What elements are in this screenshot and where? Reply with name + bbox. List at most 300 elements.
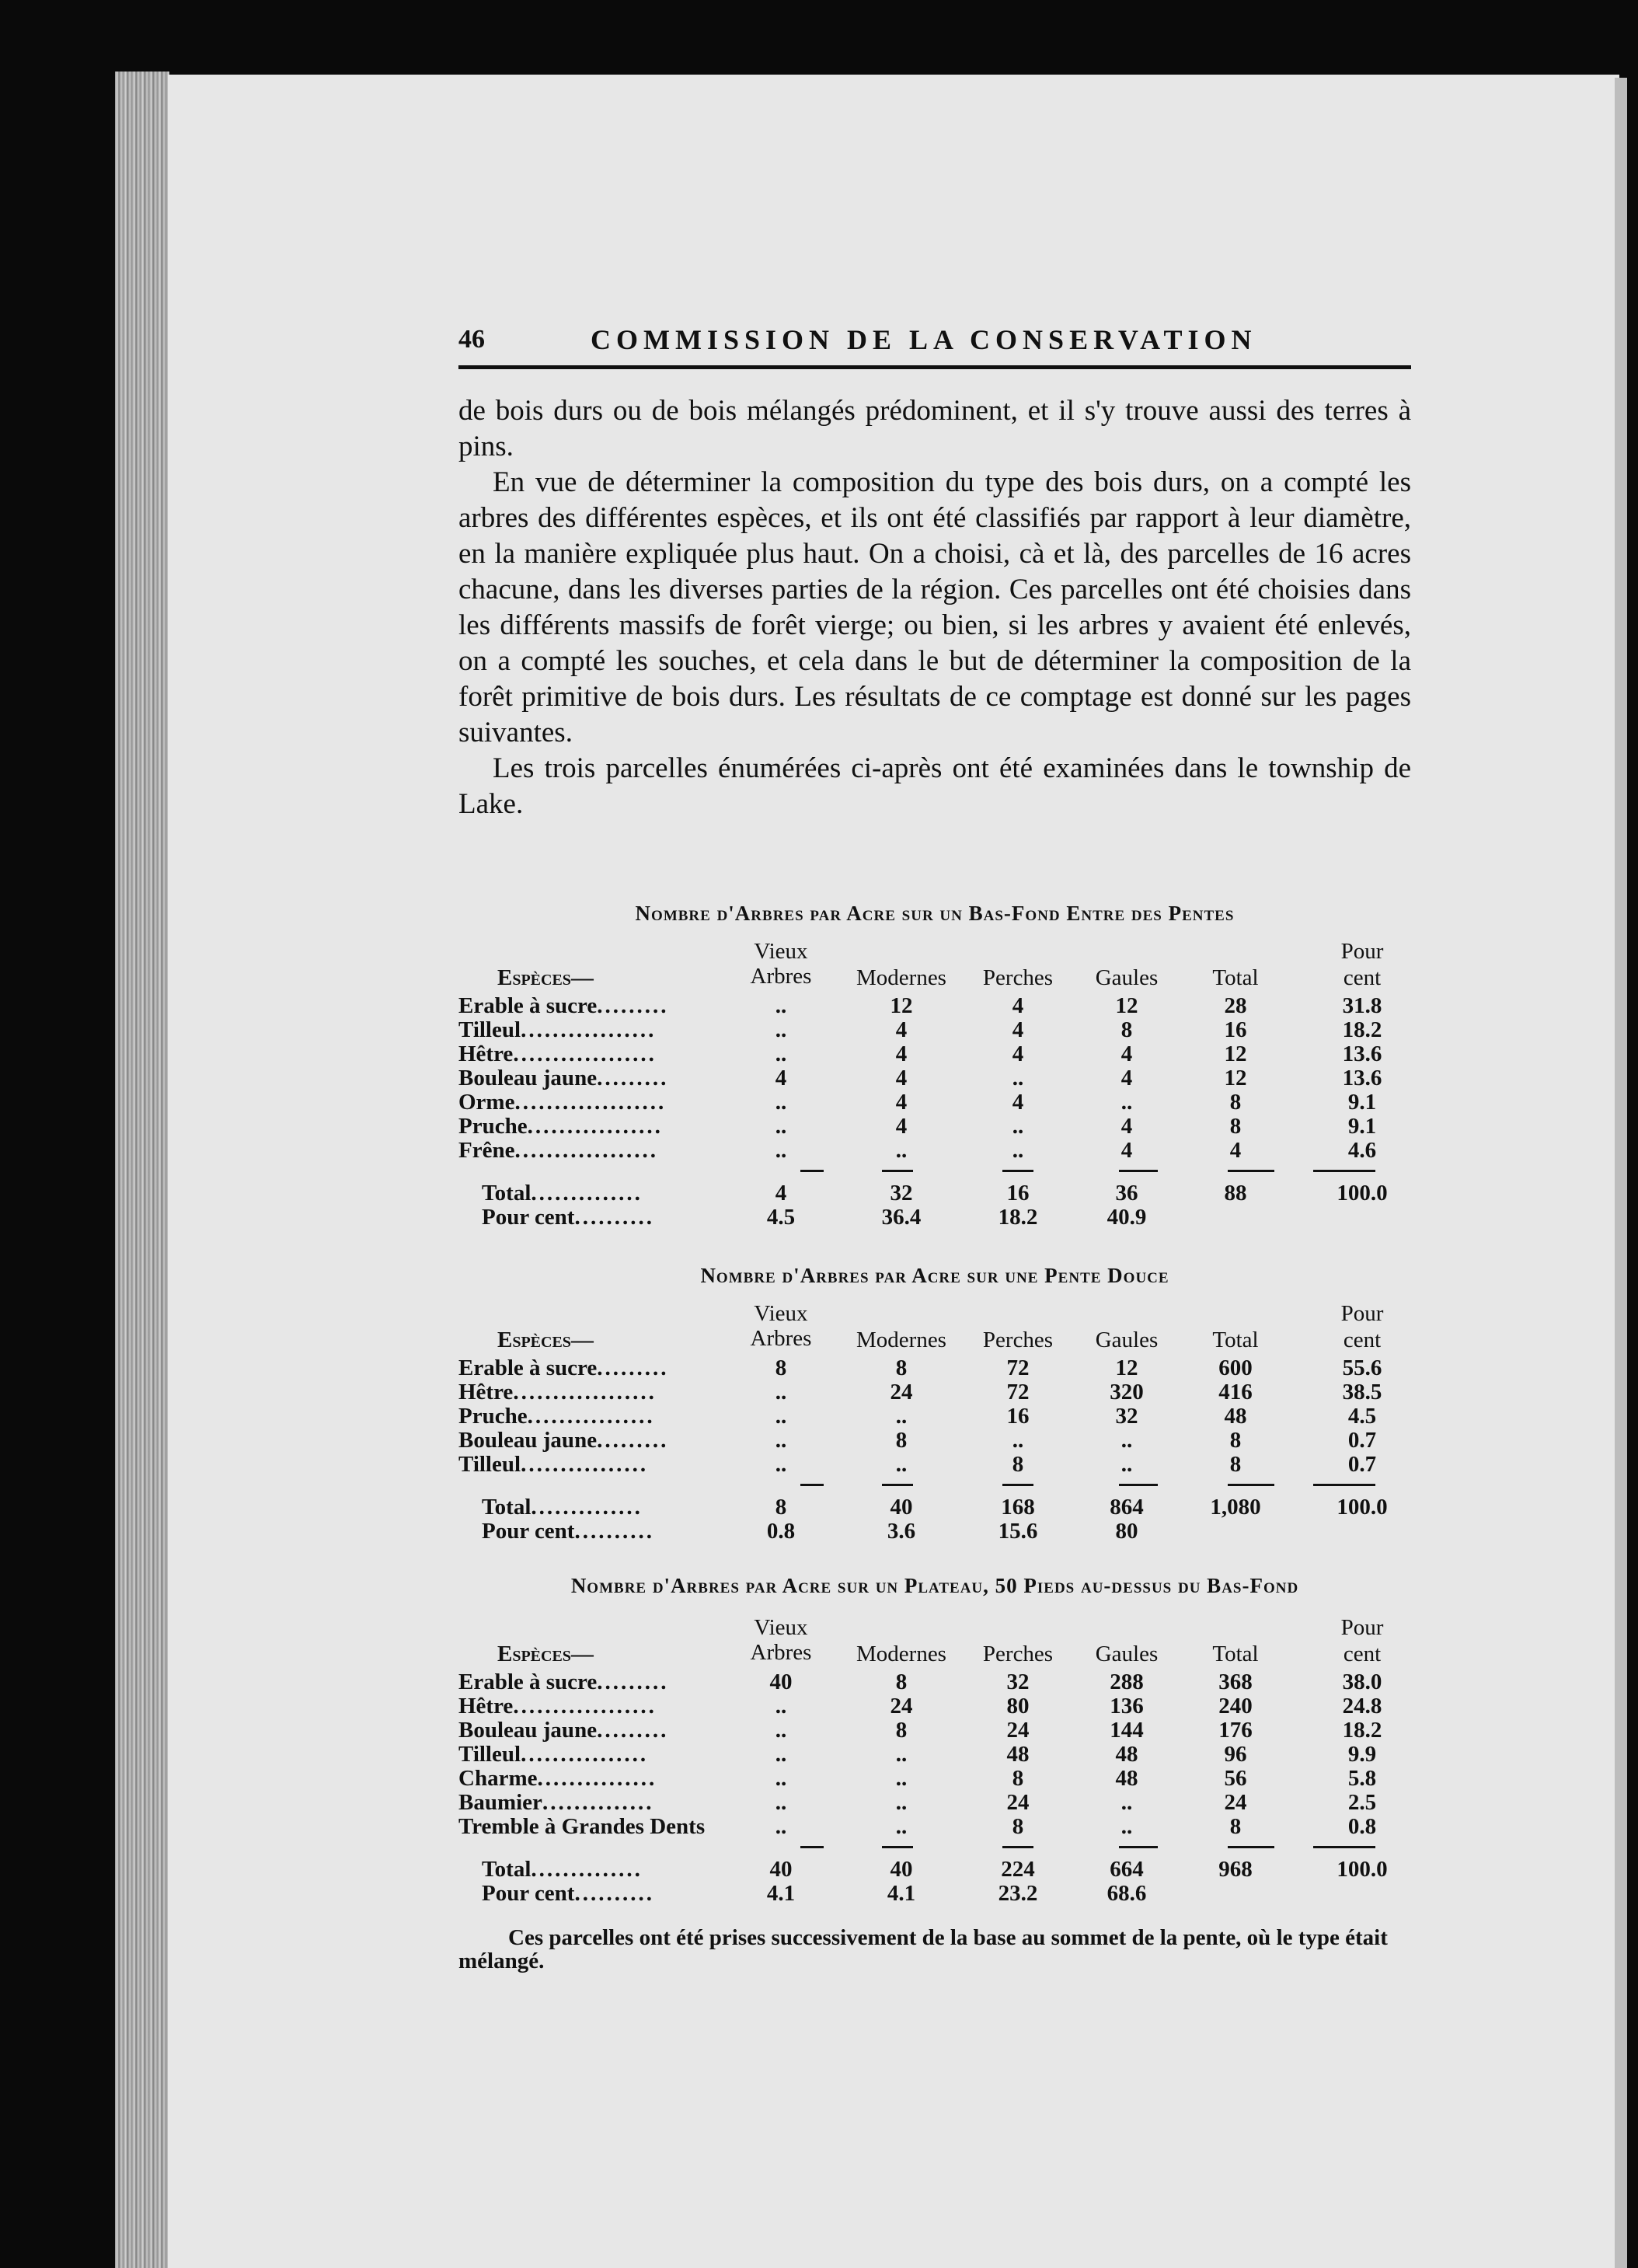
table-3-title: Nombre d'Arbres par Acre sur un Plateau, 50 Pieds au-dessus du Bas-Fond xyxy=(570,1574,1299,1597)
cell-modernes: 8 xyxy=(895,1356,908,1380)
column-header-perches: Perches xyxy=(982,1642,1054,1666)
table-3 xyxy=(458,1615,1411,1905)
percent-text: Pour cent xyxy=(482,1519,575,1544)
cell-vieux-arbres: .. xyxy=(775,1428,787,1453)
leader-dots: ............... xyxy=(537,1766,657,1791)
cell-gaules: 12 xyxy=(1115,993,1138,1018)
column-rule xyxy=(1002,1484,1033,1486)
percent-label xyxy=(482,1519,769,1544)
leader-dots: ......... xyxy=(597,1670,669,1694)
column-header-pour: Pour xyxy=(1340,1301,1384,1326)
cell-perches: .. xyxy=(1012,1138,1024,1163)
column-rule xyxy=(1119,1846,1158,1848)
column-rule xyxy=(1002,1846,1033,1848)
total-total: 968 xyxy=(1218,1857,1253,1882)
cell-modernes: .. xyxy=(895,1814,908,1839)
leader-dots: .................. xyxy=(514,1138,658,1163)
cell-pour-cent: 13.6 xyxy=(1342,1066,1382,1090)
total-text: Total xyxy=(482,1857,531,1882)
species-name: Tilleul xyxy=(458,1017,521,1042)
column-rule xyxy=(1313,1170,1375,1172)
cell-pour-cent: 0.7 xyxy=(1347,1428,1377,1453)
percent-text: Pour cent xyxy=(482,1205,575,1230)
table-row xyxy=(458,1694,1411,1718)
column-header-gaules: Gaules xyxy=(1095,965,1159,990)
species-name: Pruche xyxy=(458,1404,528,1429)
leader-dots: .......... xyxy=(574,1519,654,1544)
species-name: Hêtre xyxy=(458,1042,514,1066)
species-name: Bouleau jaune xyxy=(458,1428,598,1453)
cell-modernes: .. xyxy=(895,1790,908,1815)
species-label xyxy=(458,1452,746,1478)
species-label xyxy=(458,1114,746,1139)
table-row xyxy=(458,1404,1411,1428)
cell-total: 8 xyxy=(1229,1814,1242,1839)
column-header-vieux: Vieux xyxy=(754,939,808,964)
percent-perches: 23.2 xyxy=(998,1881,1038,1906)
cell-perches: 32 xyxy=(1006,1670,1030,1694)
table-row xyxy=(458,1428,1411,1452)
cell-pour-cent: 24.8 xyxy=(1342,1694,1382,1718)
table-row xyxy=(458,1138,1411,1162)
cell-perches: .. xyxy=(1012,1114,1024,1139)
table-row xyxy=(458,1017,1411,1042)
cell-pour-cent: 9.1 xyxy=(1347,1114,1377,1139)
paragraph: de bois durs ou de bois mélangés prédominent, et il s'y trouve aussi des terres à pins. xyxy=(458,395,1411,462)
column-rule xyxy=(1002,1170,1033,1172)
cell-modernes: 4 xyxy=(895,1042,908,1066)
percent-gaules: 80 xyxy=(1115,1519,1138,1544)
total-gaules: 664 xyxy=(1110,1857,1144,1882)
species-name: Orme xyxy=(458,1090,515,1115)
column-rule xyxy=(1228,1846,1274,1848)
cell-total: 56 xyxy=(1224,1766,1247,1791)
total-perches: 224 xyxy=(1001,1857,1035,1882)
table-row xyxy=(458,993,1411,1017)
total-label xyxy=(482,1181,769,1206)
table-2-title: Nombre d'Arbres par Acre sur une Pente Douce xyxy=(700,1264,1169,1287)
total-gaules: 36 xyxy=(1115,1181,1138,1206)
cell-pour-cent: 0.8 xyxy=(1347,1814,1377,1839)
table-row xyxy=(458,1356,1411,1380)
column-header-arbres: Arbres xyxy=(750,1640,812,1665)
species-name: Pruche xyxy=(458,1114,528,1139)
table-row xyxy=(458,1042,1411,1066)
cell-perches: 4 xyxy=(1012,1042,1024,1066)
cell-modernes: 8 xyxy=(895,1718,908,1743)
column-header-pour: Pour xyxy=(1340,939,1384,964)
cell-total: 96 xyxy=(1224,1742,1247,1767)
leader-dots: ................ xyxy=(521,1452,649,1477)
column-header-total: Total xyxy=(1212,965,1259,990)
percent-row xyxy=(458,1519,1411,1543)
cell-modernes: 24 xyxy=(890,1380,913,1404)
percent-vieux-arbres: 4.1 xyxy=(766,1881,796,1906)
species-label xyxy=(458,1694,746,1719)
cell-pour-cent: 38.5 xyxy=(1342,1380,1382,1404)
column-header-cent: cent xyxy=(1343,1328,1382,1352)
table-header xyxy=(458,939,1411,993)
column-header-vieux: Vieux xyxy=(754,1615,808,1640)
cell-modernes: .. xyxy=(895,1452,908,1477)
column-rule xyxy=(1228,1170,1274,1172)
cell-vieux-arbres: 40 xyxy=(769,1670,793,1694)
percent-modernes: 3.6 xyxy=(887,1519,916,1544)
cell-gaules: 32 xyxy=(1115,1404,1138,1429)
species-label xyxy=(458,1718,746,1743)
cell-total: 12 xyxy=(1224,1042,1247,1066)
column-rule xyxy=(800,1170,824,1172)
cell-gaules: 8 xyxy=(1120,1017,1133,1042)
table-header xyxy=(458,1615,1411,1670)
species-name: Erable à sucre xyxy=(458,993,598,1018)
species-name: Hêtre xyxy=(458,1380,514,1404)
column-rule xyxy=(882,1170,913,1172)
cell-total: 368 xyxy=(1218,1670,1253,1694)
footnote: Ces parcelles ont été prises successivement de la base au sommet de la pente, où le type était mélangé. xyxy=(458,1925,1388,1973)
cell-perches: .. xyxy=(1012,1428,1024,1453)
page-header xyxy=(458,319,1411,365)
cell-gaules: 4 xyxy=(1120,1114,1133,1139)
column-header-arbres: Arbres xyxy=(750,1326,812,1351)
species-label xyxy=(458,1790,746,1816)
species-label xyxy=(458,1017,746,1043)
species-name: Erable à sucre xyxy=(458,1356,598,1380)
cell-pour-cent: 55.6 xyxy=(1342,1356,1382,1380)
table-row xyxy=(458,1766,1411,1790)
leader-dots: .................. xyxy=(513,1694,657,1718)
leader-dots: ......... xyxy=(597,1356,669,1380)
cell-gaules: 4 xyxy=(1120,1066,1133,1090)
species-name: Tilleul xyxy=(458,1452,521,1477)
column-header-perches: Perches xyxy=(982,965,1054,990)
column-header-arbres: Arbres xyxy=(750,964,812,989)
cell-total: 240 xyxy=(1218,1694,1253,1718)
species-label xyxy=(458,1090,746,1115)
table-row xyxy=(458,1670,1411,1694)
total-row xyxy=(458,1495,1411,1519)
table-1 xyxy=(458,939,1411,1229)
column-header-especes: Espèces— xyxy=(497,965,594,990)
species-name: Frêne xyxy=(458,1138,515,1163)
cell-vieux-arbres: .. xyxy=(775,1404,787,1429)
cell-total: 8 xyxy=(1229,1090,1242,1115)
cell-modernes: 4 xyxy=(895,1090,908,1115)
species-label xyxy=(458,1356,746,1381)
percent-gaules: 68.6 xyxy=(1107,1881,1147,1906)
total-gaules: 864 xyxy=(1110,1495,1144,1520)
cell-perches: 80 xyxy=(1006,1694,1030,1718)
column-rule xyxy=(800,1484,824,1486)
cell-pour-cent: 4.5 xyxy=(1347,1404,1377,1429)
cell-vieux-arbres: 8 xyxy=(775,1356,787,1380)
species-label xyxy=(458,1814,746,1840)
cell-pour-cent: 2.5 xyxy=(1347,1790,1377,1815)
cell-total: 8 xyxy=(1229,1114,1242,1139)
table-row xyxy=(458,1718,1411,1742)
cell-modernes: 8 xyxy=(895,1428,908,1453)
percent-label xyxy=(482,1205,769,1230)
cell-vieux-arbres: .. xyxy=(775,1452,787,1477)
leader-dots: .............. xyxy=(542,1790,654,1815)
species-name: Hêtre xyxy=(458,1694,514,1718)
cell-gaules: .. xyxy=(1120,1428,1133,1453)
column-header-cent: cent xyxy=(1343,965,1382,990)
leader-dots: ......... xyxy=(597,1718,669,1743)
cell-perches: 8 xyxy=(1012,1452,1024,1477)
rule-row xyxy=(458,1162,1411,1181)
cell-vieux-arbres: .. xyxy=(775,1742,787,1767)
percent-row xyxy=(458,1205,1411,1229)
cell-gaules: 144 xyxy=(1110,1718,1144,1743)
total-perches: 16 xyxy=(1006,1181,1030,1206)
total-vieux-arbres: 40 xyxy=(769,1857,793,1882)
species-label xyxy=(458,1066,746,1091)
cell-perches: 4 xyxy=(1012,1090,1024,1115)
book-page-edges xyxy=(115,72,169,2268)
total-total: 88 xyxy=(1224,1181,1247,1206)
total-pour-cent: 100.0 xyxy=(1337,1181,1388,1206)
cell-modernes: 4 xyxy=(895,1066,908,1090)
paragraph: En vue de déterminer la composition du type des bois durs, on a compté les arbres des différentes espèces, et ils ont été classifiés par rapport à leur diamètre, en la manière expliquée plus haut. On a choisi, cà et là, des parcelles de 16 acres chacune, dans les diverses parties de la région. Ces parcelles ont été choisies dans les différents massifs de forêt vierge; ou bien, si les arbres y avaient été enlevés, on a compté les souches, et cela dans le but de déterminer la composition de la forêt primitive de bois durs. Les résultats de ce comptage est donné sur les pages suivantes. xyxy=(458,466,1411,748)
cell-modernes: 24 xyxy=(890,1694,913,1718)
table-row xyxy=(458,1380,1411,1404)
cell-perches: 72 xyxy=(1006,1380,1030,1404)
cell-total: 4 xyxy=(1229,1138,1242,1163)
leader-dots: ................ xyxy=(527,1404,655,1429)
percent-vieux-arbres: 4.5 xyxy=(766,1205,796,1230)
column-header-cent: cent xyxy=(1343,1642,1382,1666)
cell-modernes: .. xyxy=(895,1404,908,1429)
leader-dots: ......... xyxy=(597,1428,669,1453)
total-row xyxy=(458,1181,1411,1205)
table-header xyxy=(458,1301,1411,1356)
leader-dots: .................. xyxy=(513,1380,657,1404)
cell-vieux-arbres: .. xyxy=(775,1138,787,1163)
table-2 xyxy=(458,1301,1411,1543)
cell-vieux-arbres: .. xyxy=(775,1790,787,1815)
species-name: Tremble à Grandes Dents xyxy=(458,1814,706,1839)
cell-modernes: .. xyxy=(895,1138,908,1163)
table-row xyxy=(458,1790,1411,1814)
table-row xyxy=(458,1090,1411,1114)
cell-modernes: .. xyxy=(895,1742,908,1767)
cell-pour-cent: 0.7 xyxy=(1347,1452,1377,1477)
cell-vieux-arbres: .. xyxy=(775,1766,787,1791)
column-header-modernes: Modernes xyxy=(856,965,946,990)
column-header-total: Total xyxy=(1212,1642,1259,1666)
table-row xyxy=(458,1114,1411,1138)
column-rule xyxy=(1228,1484,1274,1486)
leader-dots: ................. xyxy=(527,1114,663,1139)
cell-vieux-arbres: 4 xyxy=(775,1066,787,1090)
column-rule xyxy=(1119,1484,1158,1486)
total-modernes: 32 xyxy=(890,1181,913,1206)
cell-gaules: 4 xyxy=(1120,1138,1133,1163)
species-label xyxy=(458,1138,746,1164)
cell-modernes: .. xyxy=(895,1766,908,1791)
species-name: Baumier xyxy=(458,1790,542,1815)
rule-row xyxy=(458,1476,1411,1495)
species-label xyxy=(458,1742,746,1767)
leader-dots: ......... xyxy=(597,1066,669,1090)
species-label xyxy=(458,1428,746,1453)
cell-perches: 72 xyxy=(1006,1356,1030,1380)
cell-total: 12 xyxy=(1224,1066,1247,1090)
column-rule xyxy=(1119,1170,1158,1172)
leader-dots: .............. xyxy=(531,1181,643,1206)
cell-vieux-arbres: .. xyxy=(775,1718,787,1743)
leader-dots: ................ xyxy=(521,1742,649,1767)
cell-total: 24 xyxy=(1224,1790,1247,1815)
leader-dots: .......... xyxy=(574,1205,654,1230)
species-label xyxy=(458,1766,746,1792)
species-name: Tilleul xyxy=(458,1742,521,1767)
cell-vieux-arbres: .. xyxy=(775,993,787,1018)
percent-text: Pour cent xyxy=(482,1881,575,1906)
cell-gaules: 136 xyxy=(1110,1694,1144,1718)
total-modernes: 40 xyxy=(890,1857,913,1882)
cell-total: 600 xyxy=(1218,1356,1253,1380)
species-name: Charme xyxy=(458,1766,538,1791)
total-label xyxy=(482,1857,769,1882)
cell-gaules: 48 xyxy=(1115,1766,1138,1791)
cell-vieux-arbres: .. xyxy=(775,1380,787,1404)
page-number: 46 xyxy=(458,325,485,354)
cell-vieux-arbres: .. xyxy=(775,1814,787,1839)
body-text xyxy=(458,393,1411,822)
cell-modernes: 4 xyxy=(895,1114,908,1139)
cell-pour-cent: 38.0 xyxy=(1342,1670,1382,1694)
species-name: Erable à sucre xyxy=(458,1670,598,1694)
species-label xyxy=(458,1670,746,1695)
cell-total: 416 xyxy=(1218,1380,1253,1404)
cell-pour-cent: 18.2 xyxy=(1342,1017,1382,1042)
column-rule xyxy=(882,1846,913,1848)
table-1-title: Nombre d'Arbres par Acre sur un Bas-Fond Entre des Pentes xyxy=(635,902,1235,925)
leader-dots: ................... xyxy=(514,1090,667,1115)
column-header-vieux: Vieux xyxy=(754,1301,808,1326)
leader-dots: .............. xyxy=(531,1857,643,1882)
running-title: COMMISSION DE LA CONSERVATION xyxy=(591,324,1257,355)
paragraph: Les trois parcelles énumérées ci-après ont été examinées dans le township de Lake. xyxy=(458,752,1411,820)
total-label xyxy=(482,1495,769,1520)
total-text: Total xyxy=(482,1181,531,1206)
column-header-gaules: Gaules xyxy=(1095,1328,1159,1352)
column-rule xyxy=(882,1484,913,1486)
cell-vieux-arbres: .. xyxy=(775,1042,787,1066)
species-name: Bouleau jaune xyxy=(458,1066,598,1090)
species-label xyxy=(458,993,746,1019)
species-name: Bouleau jaune xyxy=(458,1718,598,1743)
cell-total: 176 xyxy=(1218,1718,1253,1743)
cell-gaules: 288 xyxy=(1110,1670,1144,1694)
column-header-modernes: Modernes xyxy=(856,1328,946,1352)
cell-pour-cent: 5.8 xyxy=(1347,1766,1377,1791)
percent-modernes: 4.1 xyxy=(887,1881,916,1906)
cell-modernes: 8 xyxy=(895,1670,908,1694)
total-total: 1,080 xyxy=(1210,1495,1261,1520)
column-header-perches: Perches xyxy=(982,1328,1054,1352)
leader-dots: ................. xyxy=(521,1017,657,1042)
cell-gaules: 12 xyxy=(1115,1356,1138,1380)
leader-dots: .......... xyxy=(574,1881,654,1906)
leader-dots: ......... xyxy=(597,993,669,1018)
cell-pour-cent: 9.1 xyxy=(1347,1090,1377,1115)
cell-modernes: 4 xyxy=(895,1017,908,1042)
total-perches: 168 xyxy=(1001,1495,1035,1520)
cell-perches: 4 xyxy=(1012,1017,1024,1042)
cell-total: 8 xyxy=(1229,1428,1242,1453)
column-header-pour: Pour xyxy=(1340,1615,1384,1640)
percent-gaules: 40.9 xyxy=(1107,1205,1147,1230)
column-header-total: Total xyxy=(1212,1328,1259,1352)
cell-gaules: 48 xyxy=(1115,1742,1138,1767)
cell-gaules: .. xyxy=(1120,1790,1133,1815)
column-rule xyxy=(1313,1484,1375,1486)
total-text: Total xyxy=(482,1495,531,1520)
cell-vieux-arbres: .. xyxy=(775,1090,787,1115)
table-row xyxy=(458,1814,1411,1838)
cell-pour-cent: 31.8 xyxy=(1342,993,1382,1018)
cell-gaules: 4 xyxy=(1120,1042,1133,1066)
species-label xyxy=(458,1042,746,1067)
total-modernes: 40 xyxy=(890,1495,913,1520)
rule-row xyxy=(458,1838,1411,1857)
percent-modernes: 36.4 xyxy=(881,1205,922,1230)
table-row xyxy=(458,1742,1411,1766)
cell-perches: 8 xyxy=(1012,1766,1024,1791)
cell-vieux-arbres: .. xyxy=(775,1114,787,1139)
cell-total: 48 xyxy=(1224,1404,1247,1429)
cell-modernes: 12 xyxy=(890,993,913,1018)
total-pour-cent: 100.0 xyxy=(1337,1495,1388,1520)
header-rule xyxy=(458,365,1411,369)
percent-vieux-arbres: 0.8 xyxy=(766,1519,796,1544)
cell-total: 16 xyxy=(1224,1017,1247,1042)
cell-gaules: .. xyxy=(1120,1090,1133,1115)
column-header-gaules: Gaules xyxy=(1095,1642,1159,1666)
cell-perches: 24 xyxy=(1006,1790,1030,1815)
cell-pour-cent: 13.6 xyxy=(1342,1042,1382,1066)
cell-gaules: .. xyxy=(1120,1814,1133,1839)
cell-perches: 24 xyxy=(1006,1718,1030,1743)
column-header-modernes: Modernes xyxy=(856,1642,946,1666)
total-vieux-arbres: 8 xyxy=(775,1495,787,1520)
column-rule xyxy=(1313,1846,1375,1848)
cell-total: 8 xyxy=(1229,1452,1242,1477)
cell-gaules: .. xyxy=(1120,1452,1133,1477)
cell-pour-cent: 4.6 xyxy=(1347,1138,1377,1163)
species-label xyxy=(458,1380,746,1405)
cell-pour-cent: 9.9 xyxy=(1347,1742,1377,1767)
cell-vieux-arbres: .. xyxy=(775,1694,787,1718)
column-rule xyxy=(800,1846,824,1848)
species-label xyxy=(458,1404,746,1429)
column-header-especes: Espèces— xyxy=(497,1642,594,1666)
total-pour-cent: 100.0 xyxy=(1337,1857,1388,1882)
percent-label xyxy=(482,1881,769,1907)
percent-perches: 18.2 xyxy=(998,1205,1038,1230)
cell-pour-cent: 18.2 xyxy=(1342,1718,1382,1743)
cell-vieux-arbres: .. xyxy=(775,1017,787,1042)
cell-perches: .. xyxy=(1012,1066,1024,1090)
column-header-especes: Espèces— xyxy=(497,1328,594,1352)
page-right-edge xyxy=(1615,78,1627,2268)
cell-perches: 8 xyxy=(1012,1814,1024,1839)
cell-perches: 16 xyxy=(1006,1404,1030,1429)
percent-row xyxy=(458,1881,1411,1905)
